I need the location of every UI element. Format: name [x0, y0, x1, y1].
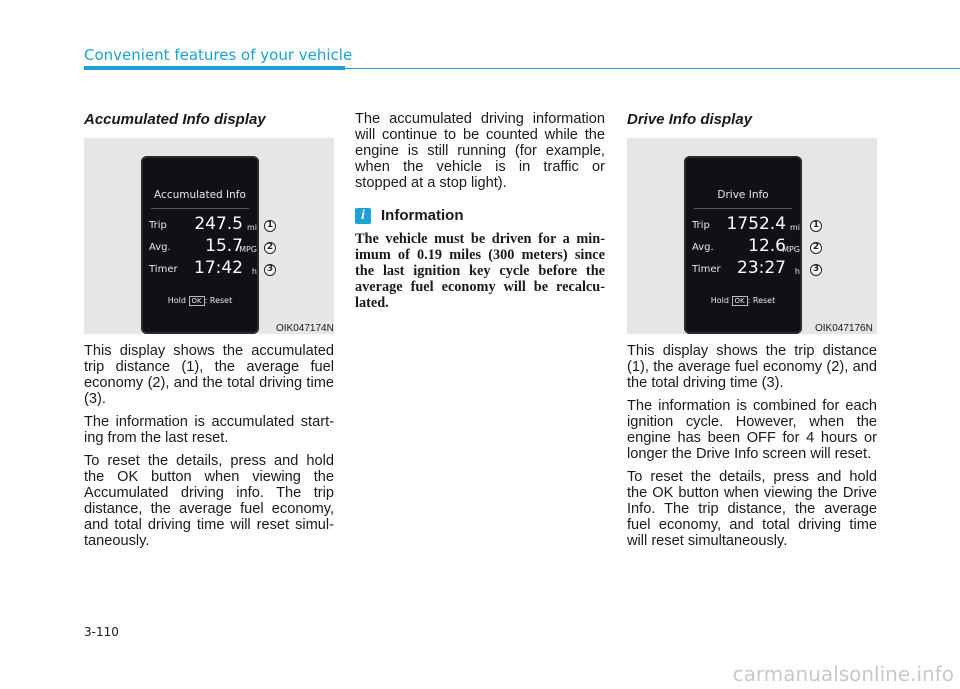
accumulated-info-screen — [141, 156, 259, 334]
avg-row — [149, 236, 257, 256]
hold-prefix: Hold — [167, 296, 186, 305]
avg-unit: MPG — [239, 245, 257, 254]
timer-row — [692, 258, 800, 278]
avg-label: Avg. — [692, 242, 714, 253]
avg-value: 12.6 — [748, 236, 786, 256]
hold-reset-hint — [141, 296, 259, 305]
figure-code: OIK047176N — [815, 323, 873, 334]
accumulated-info-heading: Accumulated Info display — [84, 111, 266, 128]
callout-badge-2: 2 — [810, 242, 822, 254]
paragraph: To reset the details, press and hold the OK button when viewing the Accumulated driving info. The trip distance, the average fuel economy, and total driving time will reset simul-taneously. — [84, 453, 334, 549]
trip-value: 247.5 — [194, 214, 243, 234]
trip-row — [149, 214, 257, 234]
timer-label: Timer — [149, 264, 178, 275]
callout-badge-1: 1 — [810, 220, 822, 232]
callout-badge-3: 3 — [810, 264, 822, 276]
screen-divider — [151, 208, 249, 209]
paragraph: The information is combined for each ignition cycle. However, when the engine has been OFF for 4 hours or longer the Drive Info screen will reset. — [627, 398, 877, 462]
trip-label: Trip — [149, 220, 167, 231]
avg-row — [692, 236, 800, 256]
ok-key: OK — [732, 296, 748, 306]
ok-key: OK — [189, 296, 205, 306]
trip-unit: mi — [789, 223, 800, 232]
trip-value: 1752.4 — [726, 214, 786, 234]
watermark: carmanualsonline.info — [732, 662, 954, 686]
title-underline-thick — [84, 66, 345, 70]
title-underline-thin — [345, 68, 960, 69]
avg-label: Avg. — [149, 242, 171, 253]
drive-info-heading: Drive Info display — [627, 111, 753, 128]
screen-title: Accumulated Info — [154, 189, 246, 201]
left-body — [84, 343, 334, 556]
right-body — [627, 343, 877, 556]
hold-suffix: : Reset — [747, 296, 776, 305]
information-header — [355, 207, 605, 224]
callout-badge-2: 2 — [264, 242, 276, 254]
paragraph: The accumulated driving information will continue to be counted while the engine is still running (for example, when the vehicle is in traffic or stopped at a stop light). — [355, 111, 605, 191]
avg-value: 15.7 — [205, 236, 243, 256]
trip-unit: mi — [246, 223, 257, 232]
paragraph: To reset the details, press and hold the OK button when viewing the Drive Info. The trip distance, the average fuel economy, and total driving time will reset simultaneously. — [627, 469, 877, 549]
drive-info-screen — [684, 156, 802, 334]
right-column — [627, 111, 877, 128]
section-title: Convenient features of your vehicle — [84, 46, 353, 64]
avg-unit: MPG — [782, 245, 800, 254]
information-title: Information — [381, 207, 464, 224]
paragraph: This display shows the accumulated trip distance (1), the average fuel economy (2), and the total driving time (3). — [84, 343, 334, 407]
figure-code: OIK047174N — [276, 323, 334, 334]
left-column — [84, 111, 334, 128]
middle-column — [355, 111, 605, 311]
hold-suffix: : Reset — [204, 296, 233, 305]
callout-badge-1: 1 — [264, 220, 276, 232]
paragraph: The information is accumulated start-ing from the last reset. — [84, 414, 334, 446]
drive-info-figure — [627, 138, 877, 334]
screen-title: Drive Info — [717, 189, 769, 201]
accumulated-info-figure — [84, 138, 334, 334]
timer-row — [149, 258, 257, 278]
trip-row — [692, 214, 800, 234]
timer-unit: h — [251, 267, 257, 276]
callout-badge-3: 3 — [264, 264, 276, 276]
timer-value: 17:42 — [194, 258, 243, 278]
info-icon: i — [355, 208, 371, 224]
paragraph: This display shows the trip distance (1), the average fuel economy (2), and the total driving time (3). — [627, 343, 877, 391]
trip-label: Trip — [692, 220, 710, 231]
hold-reset-hint — [684, 296, 802, 305]
hold-prefix: Hold — [710, 296, 729, 305]
timer-unit: h — [794, 267, 800, 276]
page-number: 3-110 — [84, 625, 119, 639]
timer-value: 23:27 — [737, 258, 786, 278]
information-body: The vehicle must be driven for a min-imum of 0.19 miles (300 meters) since the last ignition key cycle before the average fuel economy will be recalcu-lated. — [355, 231, 605, 311]
timer-label: Timer — [692, 264, 721, 275]
screen-divider — [694, 208, 792, 209]
